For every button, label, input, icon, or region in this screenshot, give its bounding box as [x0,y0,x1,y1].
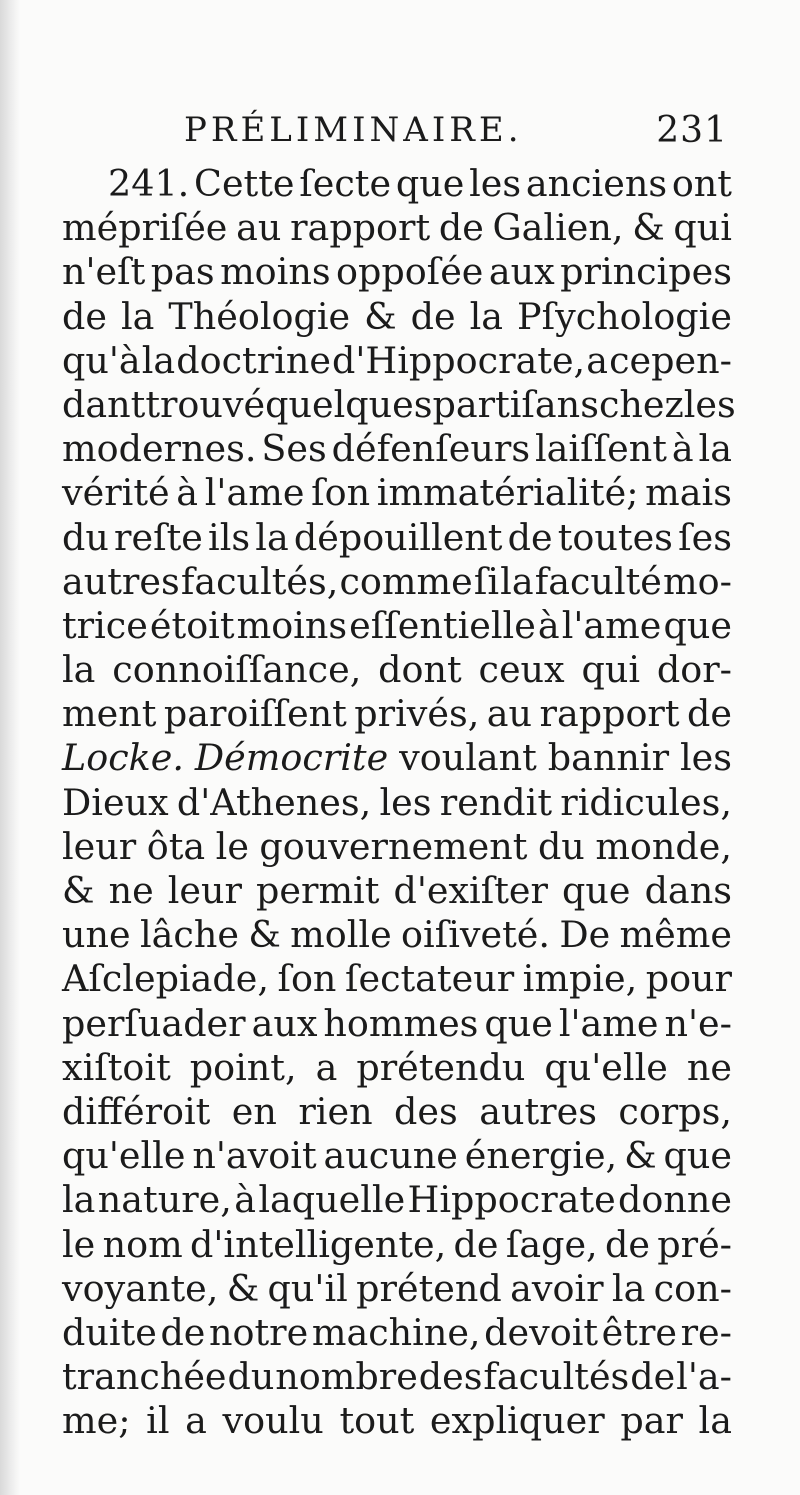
text-word: de [630,1355,676,1399]
text-word: & [226,1266,260,1310]
text-word: à [234,1178,256,1222]
text-word: l'ame [558,1001,659,1045]
text-word: pour [645,957,732,1001]
text-word: a [586,338,609,382]
text-word: xiſtoit [62,1045,171,1089]
text-word: voulant [399,736,537,780]
text-word: De [559,913,611,957]
text-word: trouvé [145,382,266,426]
text-word: que [663,1134,732,1178]
text-word: que [484,1001,553,1045]
binding-gutter-shadow [0,0,20,1495]
text-word: qu'elle [62,1134,186,1178]
text-word: le [62,1222,96,1266]
text-line [62,162,732,206]
text-word: dépouillent [293,515,503,559]
text-line [62,206,732,250]
text-word: de [438,206,484,250]
text-word: & [624,1134,657,1178]
text-word: pas [150,250,215,294]
text-word: ceux [478,648,565,692]
text-word: Aſclepiade, [62,957,269,1001]
italic-name-democrite: Démocrite [194,736,389,780]
text-word: de [453,1222,499,1266]
text-line [62,825,732,869]
text-word: étoit [149,603,235,647]
text-word: mépriſée [62,206,228,250]
text-word: la [141,338,176,382]
text-word: immatérialité; [376,471,639,515]
text-word: Théologie [168,294,351,338]
text-word: de [410,294,456,338]
text-word: oiſiveté. [401,913,550,957]
text-word: Pſychologie [517,294,732,338]
text-word: ment [62,692,157,736]
text-word: ſi [473,559,500,603]
text-word: ne [686,1045,732,1089]
text-word: ſectateur [344,957,515,1001]
text-word: & [62,869,95,912]
text-word: la [62,1178,96,1222]
text-word: différoit [62,1089,211,1133]
text-word: rapport [539,692,680,736]
text-line [62,1267,732,1311]
text-word: laiſſent [535,427,667,471]
text-word: que [395,162,465,205]
text-word: impie, [522,957,638,1001]
text-word: qu'il [267,1266,348,1310]
text-word: prétendu [356,1045,526,1089]
text-line [62,250,732,294]
text-word: autres [479,1089,597,1133]
text-word: laquelle [258,1178,406,1222]
text-word: tranchée [62,1355,227,1399]
text-word: point, [189,1045,297,1089]
text-word: d'Hippocrate, [332,338,586,382]
text-word: rapport [290,206,431,250]
text-word: que [562,869,631,912]
italic-name-locke: Locke. [62,736,184,780]
text-word: au [486,692,533,736]
text-line [62,1134,732,1178]
text-word: autres [62,559,180,603]
text-word: cepen- [609,338,732,382]
text-word: faculté [534,559,662,603]
text-word: n'e- [664,1001,732,1045]
text-line [62,471,732,515]
text-word: la [611,1266,646,1310]
text-word: l'a- [676,1355,732,1399]
running-head [62,100,732,162]
text-word: le [215,824,249,868]
text-word: chez [598,382,684,426]
text-word: anciens [525,162,668,205]
text-word: con- [653,1266,732,1310]
text-word: qu'elle [544,1045,668,1089]
text-word: qui [673,206,732,250]
text-word: il [146,1399,170,1443]
text-word: qui [581,648,641,692]
text-word: énergie, [464,1134,618,1178]
text-word: privés, [354,692,480,736]
text-word: leur [62,824,137,868]
text-word: rien [298,1089,373,1133]
text-line [62,1355,732,1399]
text-word: duite [62,1310,157,1354]
text-word: les [679,736,732,780]
text-line [62,1002,732,1046]
text-word: reſte [114,515,203,559]
page-number: 231 [656,110,728,151]
text-word: Ses [261,427,327,471]
text-word: de [62,294,107,338]
text-word: l'ame [204,471,305,515]
text-line [62,1399,732,1443]
text-line [62,1311,732,1355]
text-word: ſage, [505,1222,598,1266]
text-line [62,1090,732,1134]
text-line [62,1046,732,1090]
text-word: une [62,913,131,957]
text-word: pré- [657,1222,732,1266]
text-word: qu'à [62,338,141,382]
text-word: facultés, [180,559,339,603]
text-line [62,560,732,604]
text-line [62,427,732,471]
text-word: paroiſſent [163,692,347,736]
text-word: des [418,1355,483,1399]
text-word: l'ame [561,603,662,647]
text-word: de [507,515,553,559]
text-line [62,1178,732,1222]
text-word: défenſeurs [331,427,531,471]
text-line [62,382,736,427]
text-word: la [500,559,534,603]
text-word: voulu [222,1399,324,1443]
text-word: les [379,780,432,824]
text-word: 241. [108,162,190,205]
text-word: Cette [194,162,295,205]
text-word: corps, [618,1089,732,1133]
text-word: mais [645,471,732,515]
text-word: Hippocrate [407,1178,616,1222]
text-word: partiſans [432,382,599,426]
text-word: la [255,515,289,559]
text-word: ſon [277,957,337,1001]
text-word: lâche [139,913,239,957]
text-word: à [176,471,199,515]
text-word: eſſentielle [349,603,536,647]
text-word: dor- [656,648,732,692]
text-word: nature, [97,1178,232,1222]
text-word: dant [62,382,146,426]
text-word: ont [671,162,732,205]
text-word: du [227,1355,275,1399]
text-word: au [236,206,282,250]
text-word: principes [560,250,732,294]
text-line [62,692,732,736]
text-word: dans [644,869,732,912]
text-word: par [620,1399,683,1443]
text-word: trice [62,603,148,647]
text-word: de [160,1310,206,1354]
text-word: du [62,515,109,559]
text-word: permit [256,869,380,912]
text-word: oppoſée [336,250,484,294]
text-word: leur [167,869,242,912]
text-word: ſon [311,471,371,515]
text-word: des [394,1089,458,1133]
text-word: d'exiſter [393,869,548,912]
text-word: facultés [483,1355,630,1399]
text-word: hommes [323,1001,479,1045]
text-word: la [698,1399,732,1443]
text-line [62,1223,732,1267]
text-word: avoir [510,1266,604,1310]
text-word: ôta [146,824,206,868]
text-word: aucune [323,1134,458,1178]
text-word: doctrine [176,338,331,382]
text-word: être [601,1310,677,1354]
text-word: ils [208,515,251,559]
text-word: comme [339,559,473,603]
text-word: n'avoit [192,1134,317,1178]
text-word: n'eſt [62,250,146,294]
text-word: la [120,294,155,338]
text-word: voyante, [62,1266,219,1310]
paragraph-241 [62,162,736,1443]
text-word: donne [618,1178,732,1222]
text-word: tout [339,1399,415,1443]
text-word: du [537,824,585,868]
text-word: de [604,1222,650,1266]
text-word: quelques [265,382,433,426]
text-word: dont [378,648,462,692]
text-word: de [686,692,732,736]
text-word: nombre [275,1355,418,1399]
text-word: modernes. [62,427,257,471]
text-word: la [469,294,504,338]
text-word: & [248,913,281,957]
text-word: devoit [484,1310,599,1354]
text-word: la [62,648,96,692]
text-word: & [364,294,397,338]
text-word: les [469,162,522,205]
text-word: ridicules, [560,780,732,824]
text-line [62,516,732,560]
text-word: Dieux [62,780,169,824]
text-line [62,869,732,913]
text-word: notre [209,1310,309,1354]
text-line [62,339,732,383]
text-word: bannir [547,736,670,780]
text-line [62,957,732,1001]
text-word: re- [680,1310,732,1354]
text-word: molle [290,913,392,957]
text-word: a [315,1045,338,1089]
text-word: aux [488,250,555,294]
text-word: rendit [439,780,553,824]
text-word: vérité [62,471,170,515]
text-word: me; [62,1399,131,1443]
text-word: machine, [311,1310,481,1354]
text-word: toutes [557,515,673,559]
text-word: que [663,603,732,647]
text-word: moins [236,603,348,647]
text-word: la [698,427,732,471]
text-word: nom [102,1222,183,1266]
text-word: ne [108,869,154,912]
text-word: mo- [663,559,732,603]
text-line [62,781,732,825]
text-word: d'intelligente, [190,1222,447,1266]
text-word: expliquer [429,1399,605,1443]
running-title: PRÉLIMINAIRE. [184,110,523,150]
text-word: perſuader [62,1001,246,1045]
text-word: connoiſſance, [112,648,362,692]
text-word: à [671,427,694,471]
text-word: les [683,382,736,426]
text-line [62,295,732,339]
text-line-with-italics [62,736,732,780]
text-word: même [619,913,732,957]
book-page [62,100,736,1443]
text-word: gouvernement [259,824,528,868]
text-word: ſes [678,515,732,559]
text-word: aux [251,1001,318,1045]
text-word: ſecte [299,162,392,205]
text-word: moins [220,250,331,294]
text-word: en [231,1089,277,1133]
text-line [62,604,732,648]
text-line [62,648,732,692]
text-word: a [185,1399,207,1443]
text-line [62,913,732,957]
text-word: monde, [595,824,732,868]
text-word: prétend [356,1266,502,1310]
text-word: Galien, [492,206,624,250]
text-word: à [537,603,560,647]
text-word: d'Athenes, [176,780,372,824]
text-word: & [632,206,665,250]
